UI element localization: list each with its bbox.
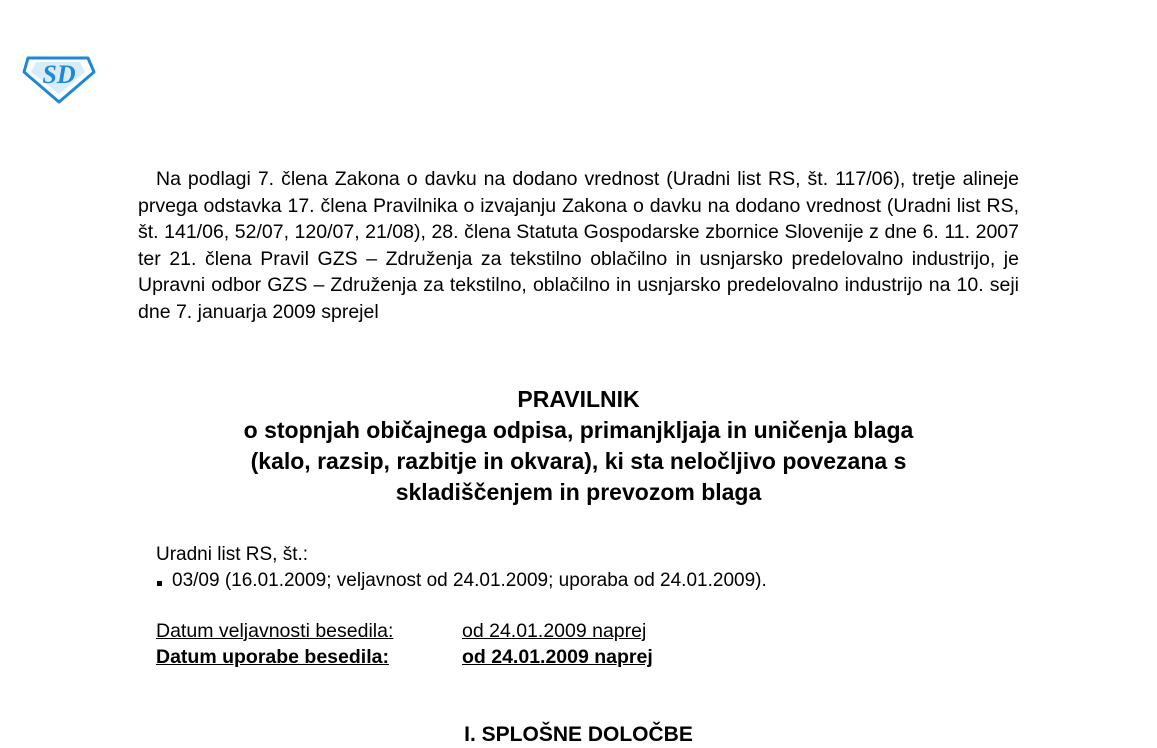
usage-label: Datum uporabe besedila: <box>156 646 389 668</box>
title-line-2: (kalo, razsip, razbitje in okvara), ki sta neločljivo povezana s <box>250 448 907 474</box>
title-main: PRAVILNIK <box>517 386 640 412</box>
sd-logo-icon <box>22 50 96 104</box>
validity-label: Datum veljavnosti besedila: <box>156 620 394 642</box>
usage-value: od 24.01.2009 naprej <box>462 646 653 668</box>
title-line-3: skladiščenjem in prevozom blaga <box>395 479 762 505</box>
svg-text:SD: SD <box>42 60 76 89</box>
usage-row <box>156 644 856 670</box>
section-heading: I. SPLOŠNE DOLOČBE <box>464 723 693 746</box>
document-title <box>138 384 1019 508</box>
title-line-1: o stopnjah običajnega odpisa, primanjkljaja in uničenja blaga <box>243 417 914 443</box>
publication-item <box>156 568 1016 594</box>
validity-value: od 24.01.2009 naprej <box>462 620 647 642</box>
bullet-icon <box>157 581 162 586</box>
dates-block <box>156 618 856 670</box>
intro-paragraph: Na podlagi 7. člena Zakona o davku na dodano vrednost (Uradni list RS, št. 117/06), tretje alineje prvega odstavka 17. člena Pravilnika o izvajanju Zakona o davku na dodano vrednost (Uradni list RS, št. 141/06, 52/07, 120/07, 21/08), 28. člena Statuta Gospodarske zbornice Slovenije z dne 6. 11. 2007 ter 21. člena Pravil GZS – Združenja za tekstilno oblačilno in usnjarsko predelovalno industrijo, je Upravni odbor GZS – Združenja za tekstilno, oblačilno in usnjarsko predelovalno industrijo na 10. seji dne 7. januarja 2009 sprejel <box>138 168 1019 323</box>
publication-label: Uradni list RS, št.: <box>156 544 309 565</box>
validity-row <box>156 618 856 644</box>
publication-item-text: 03/09 (16.01.2009; veljavnost od 24.01.2009; uporaba od 24.01.2009). <box>172 570 767 591</box>
publication-info <box>156 542 1016 594</box>
